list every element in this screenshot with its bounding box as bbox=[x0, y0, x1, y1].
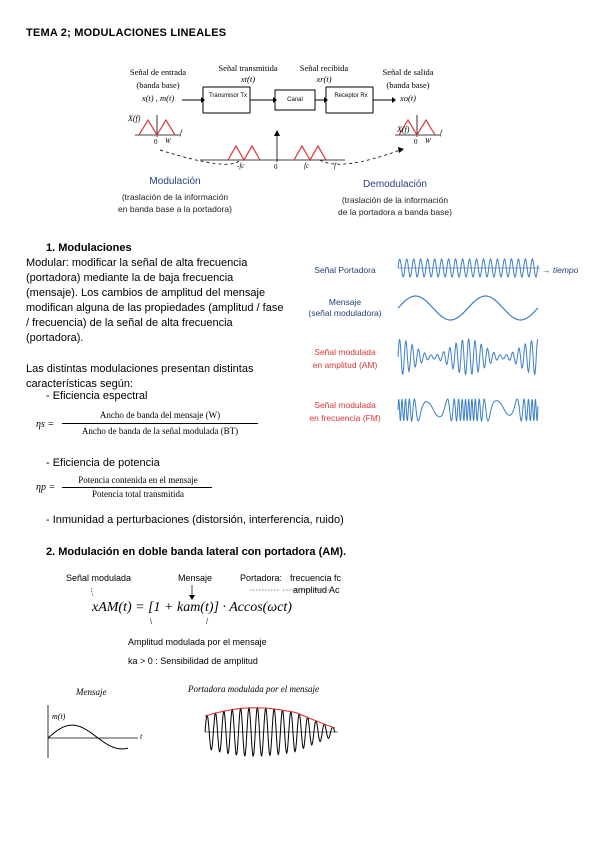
modulacion-desc-2: en banda base a la portadora) bbox=[118, 204, 232, 214]
section2-heading: 2. Modulación en doble banda lateral con portadora (AM). bbox=[46, 546, 347, 558]
bullet-eficiencia-potencia: - Eficiencia de potencia bbox=[46, 457, 160, 469]
plot-carrier-title: Portadora modulada por el mensaje bbox=[188, 684, 319, 694]
amplitude-label: Amplitud modulada por el mensaje bbox=[128, 637, 267, 647]
message-wave bbox=[398, 296, 538, 320]
axis-W-in: W bbox=[165, 137, 171, 145]
demodulacion-desc-1: (traslación de la información bbox=[341, 195, 449, 205]
para1-line: (portadora) mediante la de baja frecuencia bbox=[26, 272, 234, 284]
demodulacion-label: Demodulación bbox=[363, 179, 427, 190]
fm-wave bbox=[398, 399, 538, 421]
carrier-wave bbox=[398, 259, 538, 277]
am-label-2: en amplitud (AM) bbox=[312, 360, 378, 370]
bullet-inmunidad: - Inmunidad a perturbaciones (distorsión, interferencia, ruido) bbox=[46, 514, 344, 526]
label-amplitude: amplitud Ac bbox=[293, 585, 340, 595]
output-sub: (banda base) bbox=[386, 80, 430, 90]
eta-p-denominator: Potencia total transmitida bbox=[92, 489, 184, 499]
modulacion-label: Modulación bbox=[149, 176, 201, 187]
plot-message-title: Mensaje bbox=[76, 687, 107, 697]
spectrum-in-label: X(f) bbox=[128, 114, 141, 123]
rx-block-label: Receptor Rx bbox=[334, 93, 368, 99]
axis-W-out: W bbox=[425, 137, 431, 145]
channel-block-label: Canal bbox=[287, 97, 303, 103]
plot-message-t: t bbox=[140, 732, 143, 741]
tx-signal-expr: xt(t) bbox=[240, 74, 256, 84]
output-expr: xo(t) bbox=[399, 93, 417, 103]
output-label: Señal de salida bbox=[382, 67, 434, 77]
para1-line: (portadora). bbox=[26, 332, 84, 344]
modulacion-desc-1: (traslación de la información bbox=[121, 192, 229, 202]
page-title: TEMA 2; MODULACIONES LINEALES bbox=[26, 27, 227, 39]
bullet-eficiencia-espectral: - Eficiencia espectral bbox=[46, 390, 148, 402]
eta-s-symbol: ηs = bbox=[36, 419, 55, 430]
message-label-2: (señal moduladora) bbox=[308, 308, 382, 318]
eta-p-symbol: ηp = bbox=[36, 482, 56, 493]
axis-0-mid: 0 bbox=[274, 163, 278, 171]
plot-message-axis: m(t) bbox=[52, 712, 66, 721]
label-modulated: Señal modulada bbox=[66, 573, 132, 583]
para2-line: características según: bbox=[26, 378, 133, 390]
message-label-1: Mensaje bbox=[328, 297, 362, 307]
label-frequency: frecuencia fc bbox=[290, 573, 342, 583]
axis-0-in: 0 bbox=[154, 138, 158, 146]
label-message: Mensaje bbox=[178, 573, 213, 583]
am-wave bbox=[398, 339, 538, 375]
spectrum-out-label: X(f) bbox=[397, 125, 410, 134]
tx-block-label: Transmisor Tx bbox=[208, 93, 247, 99]
input-sub: (banda base) bbox=[136, 80, 180, 90]
axis-fc: fc bbox=[304, 162, 310, 170]
eta-p-numerator: Potencia contenida en el mensaje bbox=[78, 475, 198, 485]
msg-plot-curve bbox=[48, 725, 128, 749]
axis-f-out: f bbox=[440, 129, 442, 137]
demodulacion-desc-2: de la portadora a banda base) bbox=[338, 207, 452, 217]
para1-line: (mensaje). Los cambios de amplitud del mensaje bbox=[26, 287, 266, 299]
para2-line: Las distintas modulaciones presentan distintas bbox=[26, 363, 254, 375]
eta-s-denominator: Ancho de banda de la señal modulada (BT) bbox=[81, 426, 239, 436]
time-axis-label: → tiempo bbox=[542, 265, 579, 275]
para1-line: modifican alguna de las propiedades (amplitud / fase bbox=[26, 302, 284, 314]
rx-signal-expr: xr(t) bbox=[316, 74, 332, 84]
tx-signal-label: Señal transmitida bbox=[218, 63, 278, 73]
label-carrier: Portadora: bbox=[240, 573, 283, 583]
eta-s-numerator: Ancho de banda del mensaje (W) bbox=[99, 410, 221, 420]
axis-0-out: 0 bbox=[414, 138, 418, 146]
section1-heading: 1. Modulaciones bbox=[46, 242, 132, 254]
axis-f-mid: f bbox=[334, 162, 336, 170]
fm-label-2: en frecuencia (FM) bbox=[309, 413, 381, 423]
am-formula: xAM(t) = [1 + kam(t)] · Accos(ωct) bbox=[92, 600, 292, 615]
am-label-1: Señal modulada bbox=[314, 347, 376, 357]
para1-line: Modular: modificar la señal de alta frecuencia bbox=[26, 257, 248, 269]
para1-line: / frecuencia) de la señal de alta frecuencia bbox=[26, 317, 233, 329]
axis-neg-fc: -fc bbox=[237, 162, 245, 170]
carrier-label: Señal Portadora bbox=[314, 265, 376, 275]
ka-label: ka > 0 : Sensibilidad de amplitud bbox=[128, 656, 258, 666]
input-expr: x(t) , m(t) bbox=[141, 93, 175, 103]
fm-label-1: Señal modulada bbox=[314, 400, 376, 410]
input-label: Señal de entrada bbox=[129, 67, 187, 77]
axis-f-in: f bbox=[180, 129, 182, 137]
rx-signal-label: Señal recibida bbox=[299, 63, 349, 73]
